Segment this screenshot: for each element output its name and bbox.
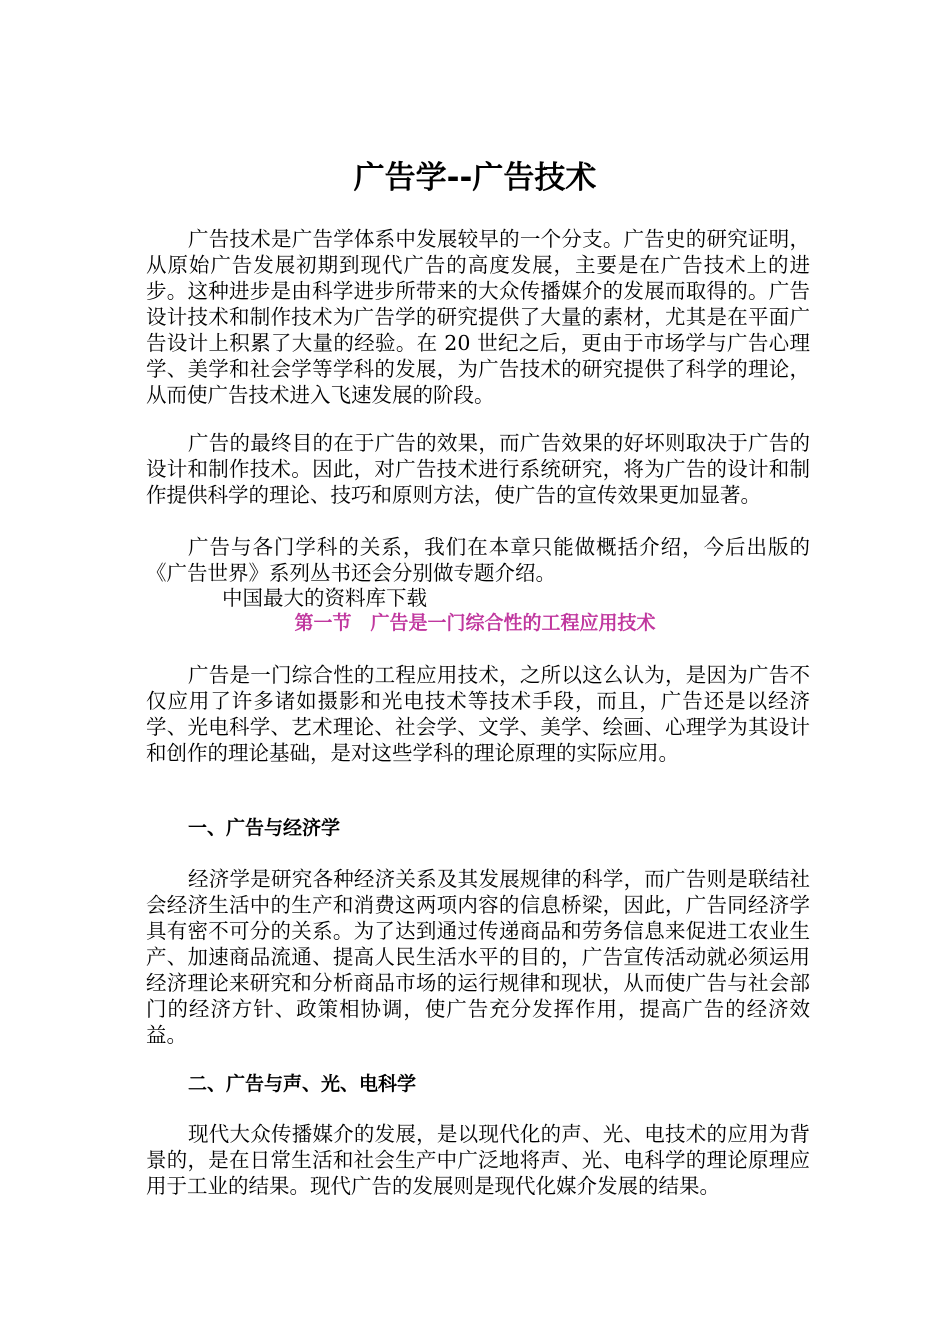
intro-paragraph-3: 广告与各门学科的关系，我们在本章只能做概括介绍，今后出版的《广告世界》系列丛书还会分别做专题介绍。: [146, 535, 810, 585]
section-title: 第一节 广告是一门综合性的工程应用技术: [294, 612, 656, 634]
subsection-paragraph-economics: 经济学是研究各种经济关系及其发展规律的科学，而广告则是联结社会经济生活中的生产和消费这两项内容的信息桥梁，因此，广告同经济学具有密不可分的关系。为了达到通过传递商品和劳务信息来促进工农业生产、加速商品流通、提高人民生活水平的目的，广告宣传活动就必须运用经济理论来研究和分析商品市场的运行规律和现状，从而使广告与社会部门的经济方针、政策相协调，使广告充分发挥作用，提高广告的经济效益。: [146, 867, 810, 1047]
download-note: 中国最大的资料库下载: [222, 586, 427, 610]
document-title: 广告学--广告技术: [353, 160, 597, 196]
subsection-heading-sound-light-electric: 二、广告与声、光、电科学: [188, 1073, 417, 1095]
subsection-paragraph-sound-light-electric: 现代大众传播媒介的发展，是以现代化的声、光、电技术的应用为背景的，是在日常生活和社会生产中广泛地将声、光、电科学的理论原理应用于工业的结果。现代广告的发展则是现代化媒介发展的结果。: [146, 1122, 810, 1198]
section-paragraph: 广告是一门综合性的工程应用技术，之所以这么认为，是因为广告不仅应用了许多诸如摄影和光电技术等技术手段，而且，广告还是以经济学、光电科学、艺术理论、社会学、文学、美学、绘画、心理学为其设计和创作的理论基础，是对这些学科的理论原理的实际应用。: [146, 663, 810, 765]
intro-paragraph-1: 广告技术是广告学体系中发展较早的一个分支。广告史的研究证明，从原始广告发展初期到现代广告的高度发展，主要是在广告技术上的进步。这种进步是由科学进步所带来的大众传播媒介的发展而取得的。广告设计技术和制作技术为广告学的研究提供了大量的素材，尤其是在平面广告设计上积累了大量的经验。在 20 世纪之后，更由于市场学与广告心理学、美学和社会学等学科的发展，为广告技术的研究提供了科学的理论，从而使广告技术进入飞速发展的阶段。: [146, 227, 810, 407]
subsection-heading-economics: 一、广告与经济学: [188, 817, 341, 839]
intro-paragraph-2: 广告的最终目的在于广告的效果，而广告效果的好坏则取决于广告的设计和制作技术。因此，对广告技术进行系统研究，将为广告的设计和制作提供科学的理论、技巧和原则方法，使广告的宣传效果更加显著。: [146, 431, 810, 507]
